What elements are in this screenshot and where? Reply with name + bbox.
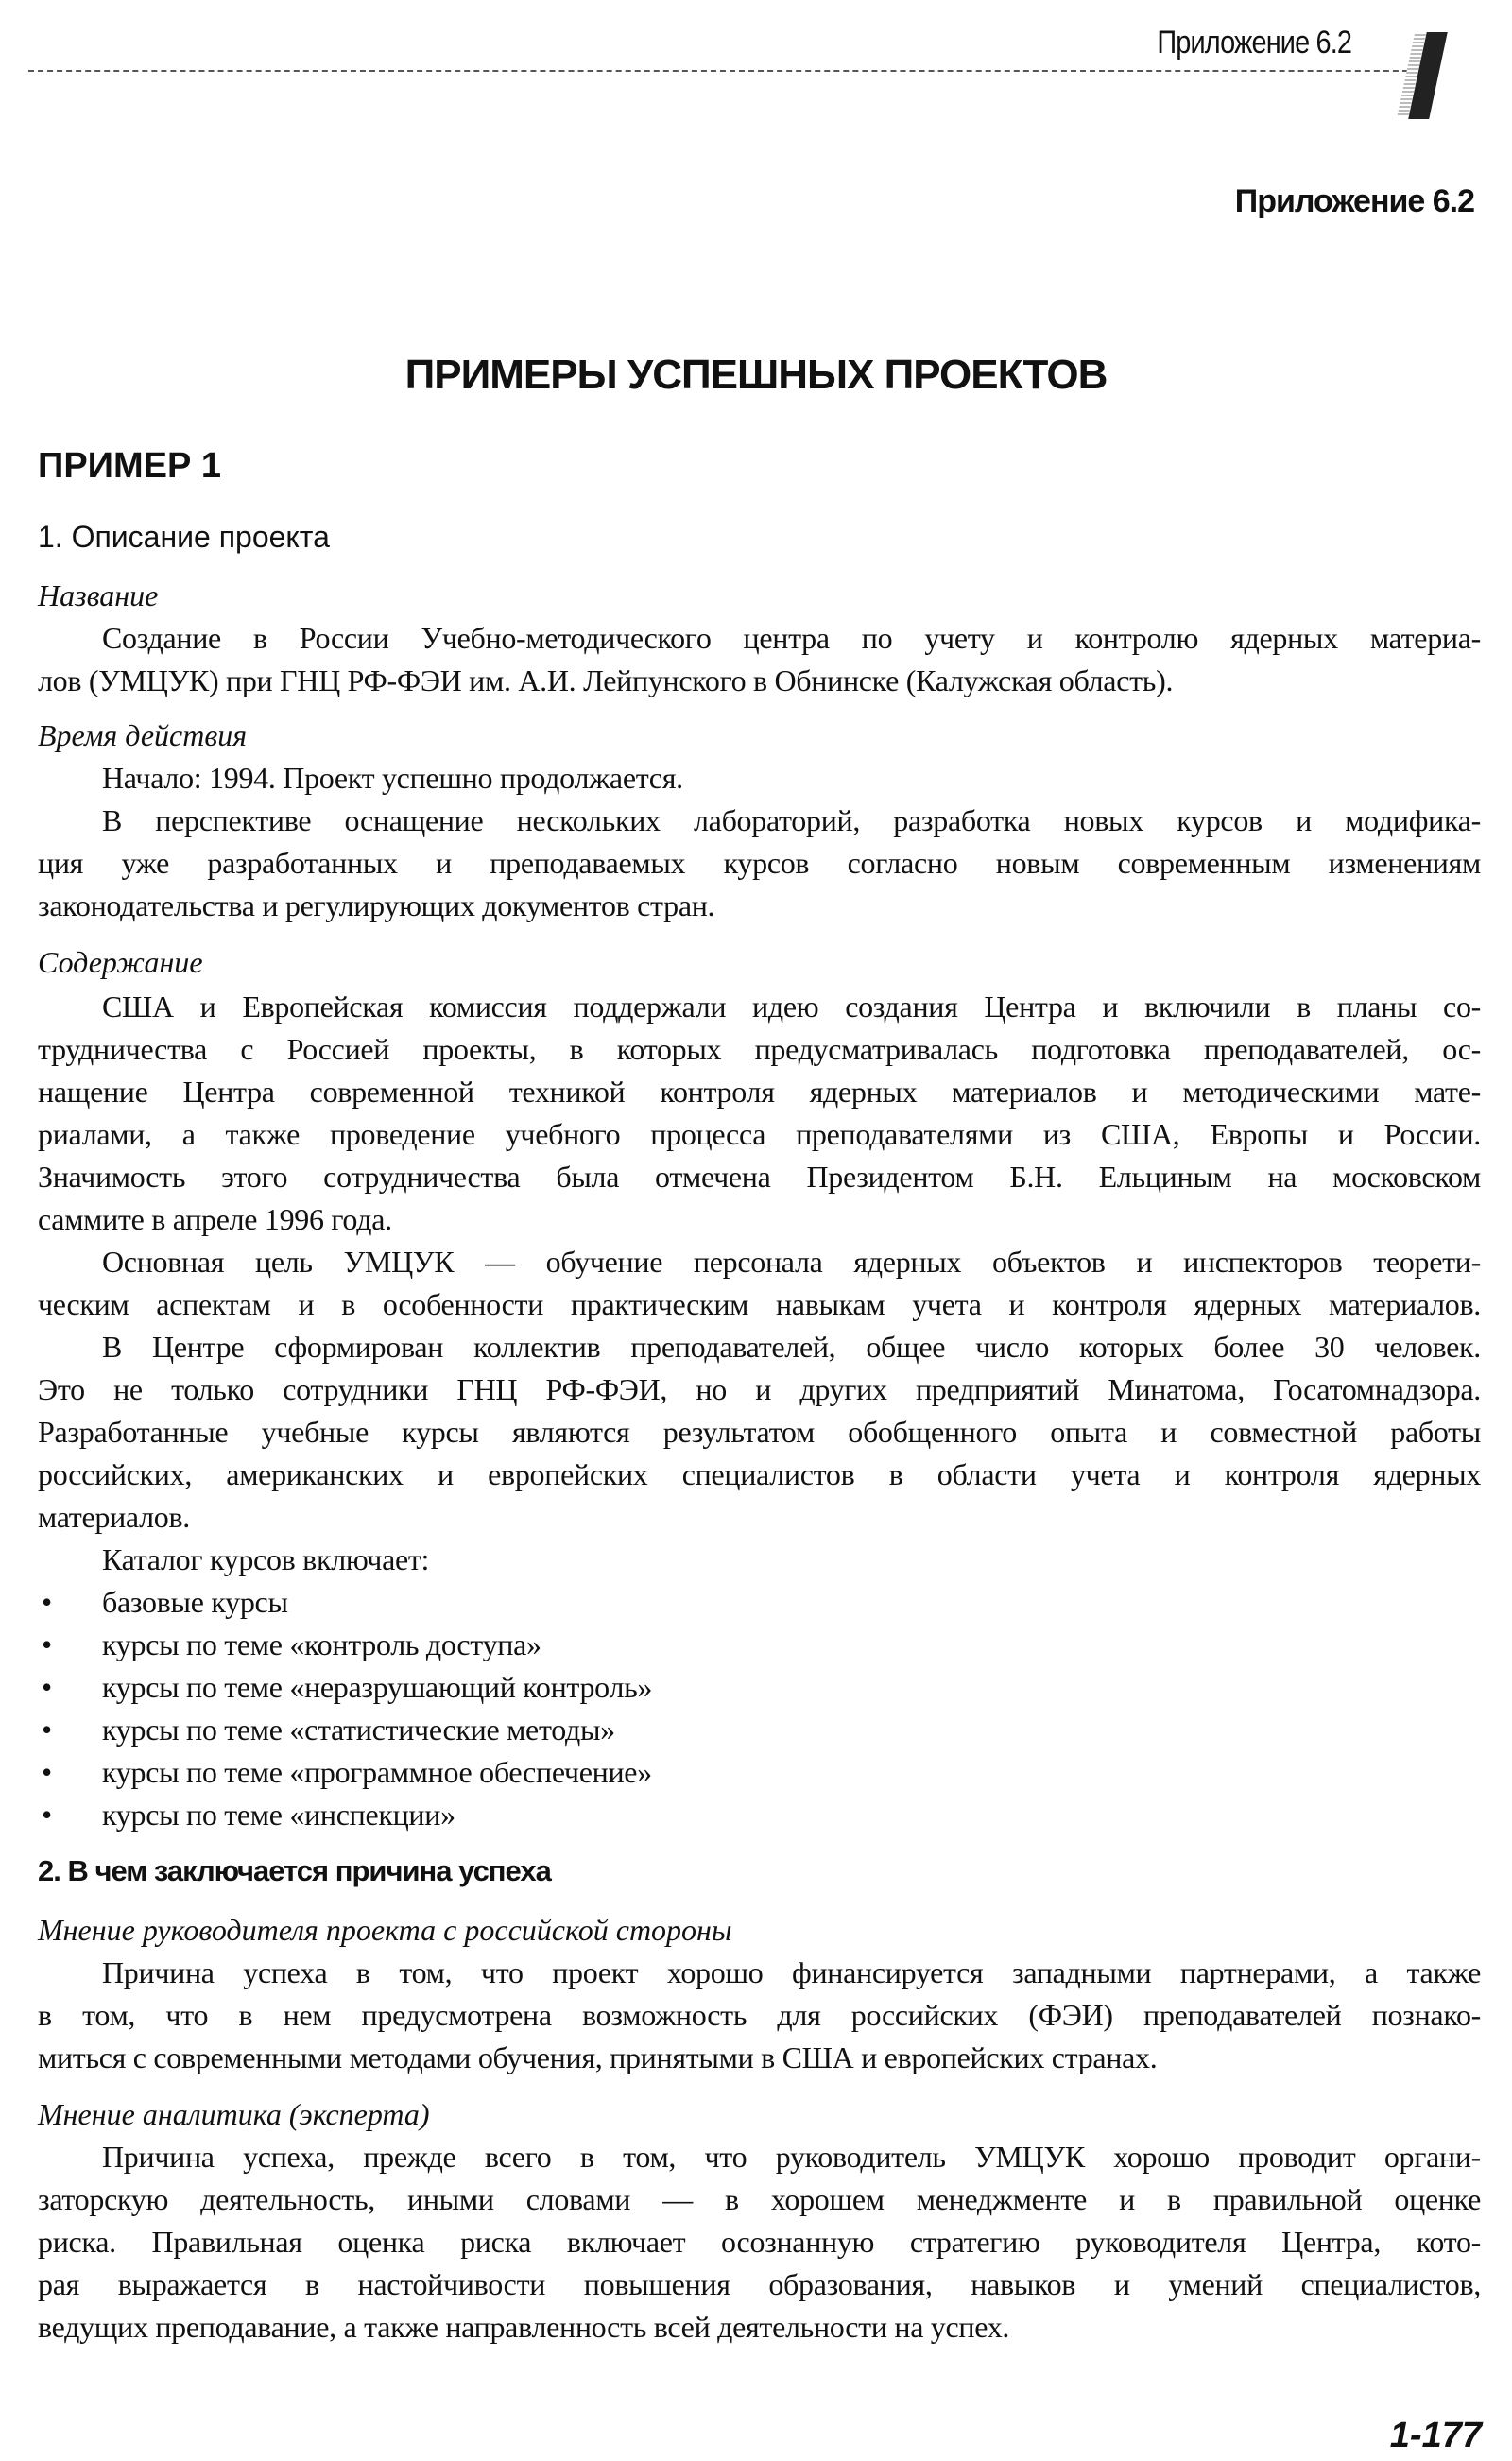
text-line: Значимость этого сотрудничества была отмечена Президентом Б.Н. Ельциным на московском (38, 1160, 1481, 1194)
catalog-item-text: курсы по теме «инспекции» (102, 1798, 455, 1832)
text-line: рая выражается в настойчивости повышения образования, навыков и умений специалистов, (38, 2267, 1481, 2301)
text-line: Причина успеха в том, что проект хорошо финансируется западными партнерами, а также (102, 1955, 1481, 1989)
manager-opinion-paragraph (38, 1952, 1481, 2079)
text-line: законодательства и регулирующих документов стран. (38, 888, 715, 922)
content-label: Содержание (38, 945, 203, 979)
analyst-opinion-paragraph (38, 2136, 1481, 2349)
catalog-item (38, 1794, 1481, 1836)
text-line: нащение Центра современной техникой контроля ядерных материалов и методическими мате- (38, 1075, 1481, 1109)
text-line: Разработанные учебные курсы являются результатом обобщенного опыта и совместной работы (38, 1415, 1481, 1449)
catalog-item (38, 1751, 1481, 1794)
catalog-item (38, 1624, 1481, 1666)
text-line: Основная цель УМЦУК — обучение персонала ядерных объектов и инспекторов теорети- (102, 1245, 1481, 1279)
text-line: Это не только сотрудники ГНЦ РФ-ФЭИ, но и других предприятий Минатома, Госатомнадзора. (38, 1372, 1481, 1406)
text-line: российских, американских и европейских специалистов в области учета и контроля ядерных (38, 1457, 1481, 1491)
page-title: ПРИМЕРЫ УСПЕШНЫХ ПРОЕКТОВ (404, 352, 1108, 398)
text-line: ция уже разработанных и преподаваемых курсов согласно новым современным изменениям (38, 846, 1481, 880)
appendix-label: Приложение 6.2 (1234, 183, 1474, 219)
text-line: ведущих преподавание, а также направленность всей деятельности на успех. (38, 2310, 1010, 2344)
bullet-icon: • (42, 1670, 52, 1704)
text-line: лов (УМЦУК) при ГНЦ РФ-ФЭИ им. А.И. Лейпунского в Обнинске (Калужская область). (38, 663, 1174, 697)
text-line: Причина успеха, прежде всего в том, что руководитель УМЦУК хорошо проводит органи- (102, 2140, 1481, 2174)
analyst-opinion-label: Мнение аналитика (эксперта) (38, 2097, 430, 2131)
page-number: 1-177 (1389, 2416, 1482, 2455)
bullet-icon: • (42, 1798, 52, 1832)
section1-heading: 1. Описание проекта (38, 520, 330, 554)
bullet-icon: • (42, 1585, 52, 1619)
text-line: В перспективе оснащение нескольких лабораторий, разработка новых курсов и модифика- (102, 803, 1481, 837)
catalog-item (38, 1581, 1481, 1624)
time-paragraph (38, 757, 1481, 927)
text-line: саммите в апреле 1996 года. (38, 1202, 392, 1236)
name-paragraph (38, 617, 1481, 702)
manager-opinion-label: Мнение руководителя проекта с российской стороны (38, 1913, 732, 1947)
text-line: миться с современными методами обучения, принятыми в США и европейских странах. (38, 2040, 1158, 2074)
text-line: Начало: 1994. Проект успешно продолжается. (102, 761, 683, 795)
time-label: Время действия (38, 718, 248, 752)
bullet-icon: • (42, 1755, 52, 1789)
catalog-intro: Каталог курсов включает: (102, 1542, 430, 1576)
text-line: в том, что в нем предусмотрена возможность для российских (ФЭИ) преподавателей познако- (38, 1998, 1481, 2032)
catalog-item-text: курсы по теме «контроль доступа» (102, 1627, 541, 1661)
text-line: заторскую деятельность, иными словами — в хорошем менеджменте и в правильной оценке (38, 2182, 1481, 2216)
text-line: Создание в России Учебно-методического центра по учету и контролю ядерных материа- (102, 621, 1481, 655)
catalog-item-text: базовые курсы (102, 1585, 288, 1619)
running-header: Приложение 6.2 (1157, 25, 1351, 60)
text-line: риска. Правильная оценка риска включает осознанную стратегию руководителя Центра, кото- (38, 2225, 1481, 2259)
name-label: Название (38, 578, 159, 612)
catalog-item-text: курсы по теме «статистические методы» (102, 1712, 615, 1747)
content-paragraph-1 (38, 986, 1481, 1836)
catalog-item-text: курсы по теме «неразрушающий контроль» (102, 1670, 653, 1704)
text-line: трудничества с Россией проекты, в которых предусматривалась подготовка преподавателей, ос- (38, 1032, 1481, 1066)
catalog-item (38, 1709, 1481, 1751)
example-heading: ПРИМЕР 1 (38, 446, 222, 486)
text-line: ческим аспектам и в особенности практическим навыкам учета и контроля ядерных материалов. (38, 1287, 1481, 1321)
text-line: материалов. (38, 1500, 190, 1534)
bullet-icon: • (42, 1627, 52, 1661)
text-line: риалами, а также проведение учебного процесса преподавателями из США, Европы и России. (38, 1117, 1481, 1151)
text-line: США и Европейская комиссия поддержали идею создания Центра и включили в планы со- (102, 990, 1481, 1024)
section2-heading: 2. В чем заключается причина успеха (38, 1854, 551, 1887)
bullet-icon: • (42, 1712, 52, 1747)
catalog-item-text: курсы по теме «программное обеспечение» (102, 1755, 652, 1789)
catalog-item (38, 1666, 1481, 1709)
text-line: В Центре сформирован коллектив преподавателей, общее число которых более 30 человек. (102, 1330, 1481, 1364)
header-rule (28, 70, 1436, 72)
